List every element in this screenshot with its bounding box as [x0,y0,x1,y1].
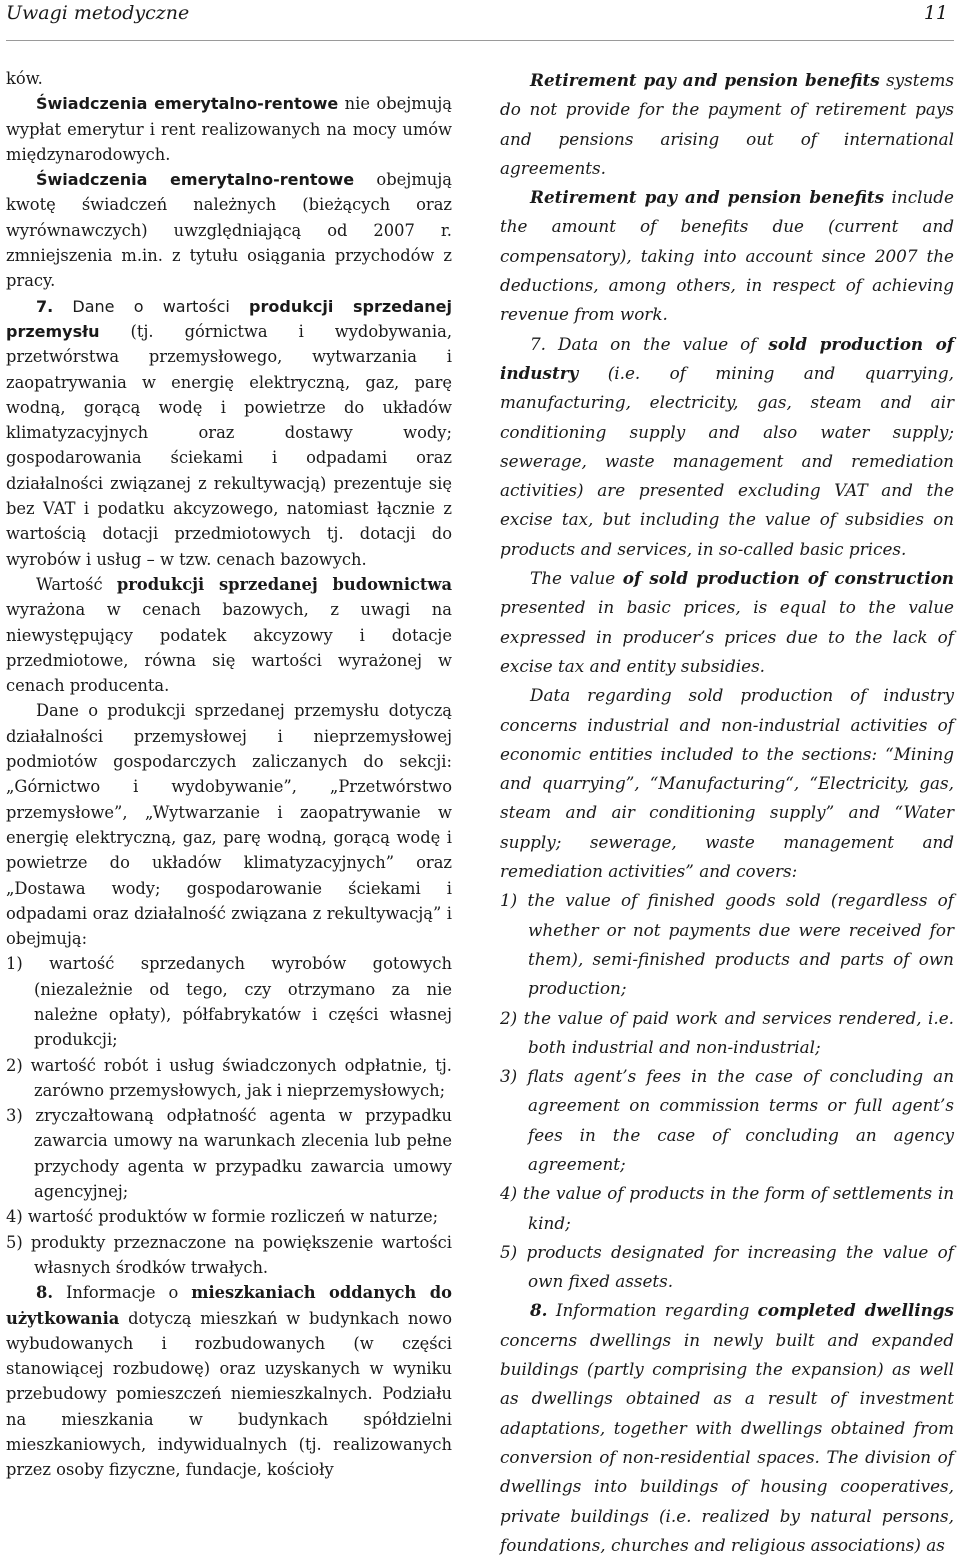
paragraph: 8. Informacje o mieszkaniach oddanych do użytkowania dotyczą mieszkań w budynkach nowo wybudowanych i rozbudowanych (w części stanowiącej rozbudowę) oraz uzyskanych w wyniku przebudowy pomieszczeń niemieszkalnych. Podziału na mieszkania w budynkach spółdzielni mieszkaniowych, indywidualnych (tj. realizowanych przez osoby fizyczne, fundacje, kościoły [6,1283,452,1480]
list-item: 3) flats agent’s fees in the case of concluding an agreement on commission terms or full agent’s fees in the case of concluding an agency agreement; [500,1066,954,1174]
paragraph: Świadczenia emerytalno-rentowe obejmują kwotę świadczeń należnych (bieżących oraz wyrównawczych) uwzględniającą od 2007 r. zmniejszenia m.in. z tytułu osiągania przychodów z pracy. [6,170,452,291]
paragraph: Retirement pay and pension benefits include the amount of benefits due (current and compensatory), taking into account since 2007 the deductions, among others, in respect of achieving revenue from work. [500,187,954,325]
english-column [500,66,954,1560]
list [500,886,954,1296]
list-item: 4) wartość produktów w formie rozliczeń w naturze; [6,1207,439,1227]
paragraph: ków. [6,69,43,88]
list-item: 4) the value of products in the form of settlements in kind; [500,1183,954,1233]
list-item: 5) products designated for increasing the value of own fixed assets. [500,1241,954,1292]
list-item: 2) wartość robót i usług świadczonych odpłatnie, tj. zarówno przemysłowych, jak i nieprzemysłowych; [6,1055,452,1100]
paragraph: Świadczenia emerytalno-rentowe nie obejmują wypłat emerytur i rent realizowanych na mocy umów międzynarodowych. [6,94,452,164]
running-header [6,0,954,41]
list-item: 3) zryczałtowaną odpłatność agenta w przypadku zawarcia umowy na warunkach zlecenia lub pełne przychody agenta w przypadku zawarcia umowy agencyjnej; [6,1106,452,1202]
paragraph: The value of sold production of construction presented in basic prices, is equal to the value expressed in producer’s prices due to the lack of excise tax and entity subsidies. [500,568,954,676]
list-item: 1) the value of finished goods sold (regardless of whether or not payments due were received for them), semi-finished products and parts of own production; [500,890,954,999]
polish-column [6,66,452,1483]
paragraph: 8. Information regarding completed dwellings concerns dwellings in newly built and expanded buildings (partly comprising the expansion) as well as dwellings obtained as a result of investment adaptations, together with dwellings obtained from conversion of non-residential spaces. The division of dwellings into buildings of housing cooperatives, private buildings (i.e. realized by natural persons, foundations, churches and religious associations) as [500,1300,954,1555]
list-item: 1) wartość sprzedanych wyrobów gotowych (niezależnie od tego, czy otrzymano za nie należne opłaty), półfabrykatów i części własnej produkcji; [6,954,452,1050]
header-title: Uwagi metodyczne [6,2,190,24]
list [6,951,452,1280]
list-item: 2) the value of paid work and services rendered, i.e. both industrial and non-industrial; [500,1007,954,1057]
paragraph: 7. Data on the value of sold production of industry (i.e. of mining and quarrying, manufacturing, electricity, gas, steam and air conditioning supply and also water supply; sewerage, waste management and remediation activities) are presented excluding VAT and the excise tax, but including the value of subsidies on products and services, in so-called basic prices. [500,333,955,559]
paragraph: Retirement pay and pension benefits systems do not provide for the payment of retirement pays and pensions arising out of international agreements. [500,70,954,178]
page-number: 11 [923,2,948,24]
list-item: 5) produkty przeznaczone na powiększenie wartości własnych środków trwałych. [6,1232,452,1277]
paragraph: 7. Dane o wartości produkcji sprzedanej przemysłu (tj. górnictwa i wydobywania, przetwórstwa przemysłowego, wytwarzania i zaopatrywania w energię elektryczną, gaz, parę wodną, gorącą wodę i powietrze do układów klimatyzacyjnych oraz dostawy wody; gospodarowania ściekami i odpadami oraz działalności związanej z rekultywacją) prezentuje się bez VAT i podatku akcyzowego, natomiast łącznie z wartością dotacji przedmiotowych tj. dotacji do wyrobów i usług – w tzw. cenach bazowych. [6,296,452,569]
paragraph: Data regarding sold production of industry concerns industrial and non-industrial activities of economic entities included to the sections: “Mining and quarrying”, “Manufacturing“, “Electricity, gas, steam and air conditioning supply” and “Water supply; sewerage, waste management and remediation activities” and covers: [500,685,954,882]
paragraph: Dane o produkcji sprzedanej przemysłu dotyczą działalności przemysłowej i nieprzemysłowej podmiotów gospodarczych zaliczanych do sekcji: „Górnictwo i wydobywanie”, „Przetwórstwo przemysłowe”, „Wytwarzanie i zaopatrywanie w energię elektryczną, gaz, parę wodną, gorącą wodę i powietrze do układów klimatyzacyjnych” oraz „Dostawa wody; gospodarowanie ściekami i odpadami oraz działalność związana z rekultywacją” i obejmują: [6,701,452,949]
paragraph: Wartość produkcji sprzedanej budownictwa wyrażona w cenach bazowych, z uwagi na niewystępujący podatek akcyzowy i dotacje przedmiotowe, równa się wartości wyrażonej w cenach producenta. [6,574,452,696]
